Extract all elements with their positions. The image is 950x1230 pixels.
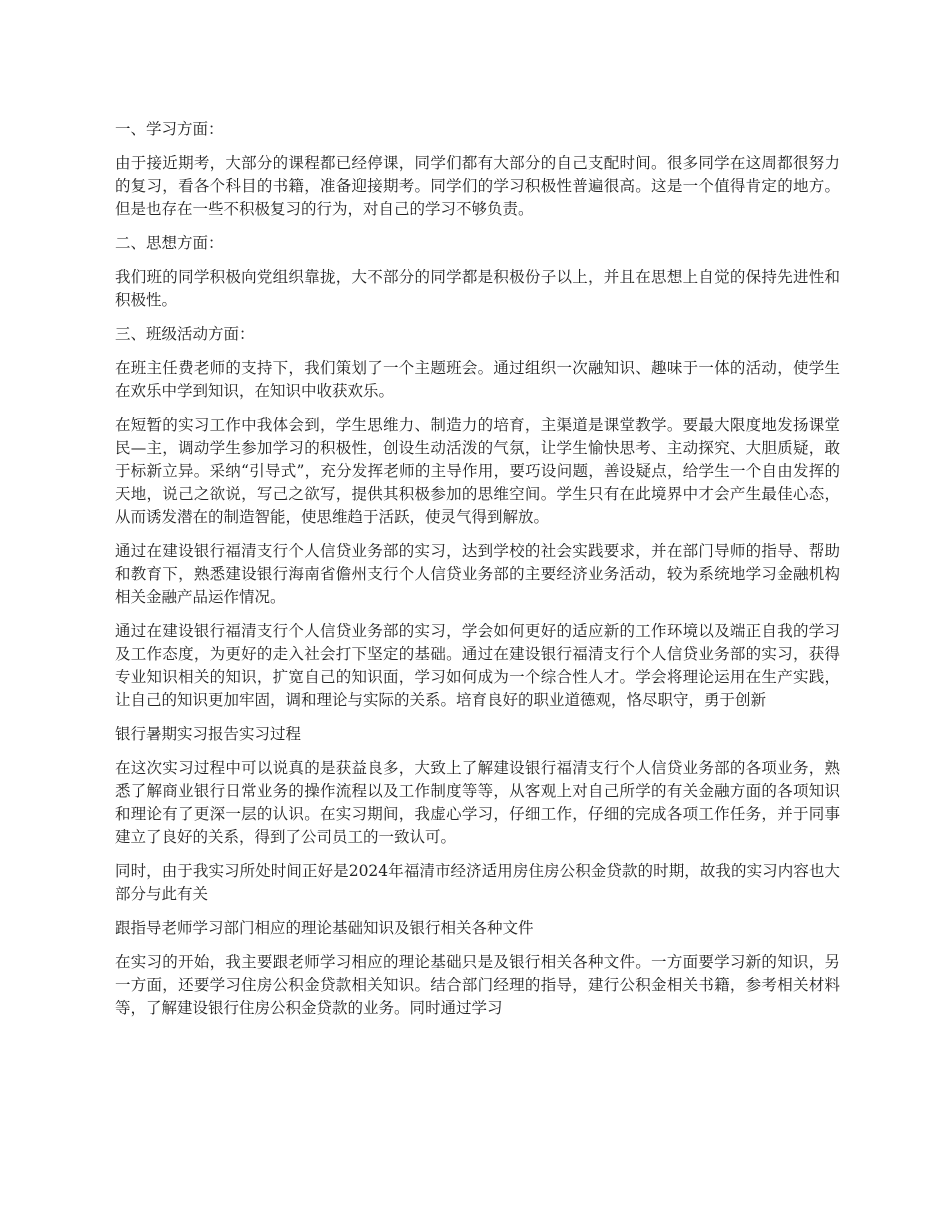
paragraph-thought: 我们班的同学积极向党组织靠拢，大不部分的同学都是积极份子以上，并且在思想上自觉的保持先进性和积极性。 xyxy=(115,268,840,309)
paragraph-internship-goal: 通过在建设银行福清支行个人信贷业务部的实习，达到学校的社会实践要求，并在部门导师的指导、帮助和教育下，熟悉建设银行海南省儋州支行个人信贷业务部的主要经济业务活动，较为系统地学习金融机构相关金融产品运作情况。 xyxy=(115,542,840,606)
heading-internship-process: 银行暑期实习报告实习过程 xyxy=(115,725,302,743)
heading-class-activity: 三、班级活动方面： xyxy=(115,325,255,343)
paragraph-internship-learning: 通过在建设银行福清支行个人信贷业务部的实习，学会如何更好的适应新的工作环境以及端正自我的学习及工作态度，为更好的走入社会打下坚定的基础。通过在建设银行福清支行个人信贷业务部的实习，获得专业知识相关的知识，扩宽自己的知识面，学习如何成为一个综合性人才。学会将理论运用在生产实践，让自己的知识更加牢固，调和理论与实际的关系。培育良好的职业道德观，恪尽职守，勇于创新 xyxy=(115,622,840,709)
heading-thought: 二、思想方面： xyxy=(115,234,224,252)
paragraph-class-activity: 在班主任费老师的支持下，我们策划了一个主题班会。通过组织一次融知识、趣味于一体的活动，使学生在欢乐中学到知识，在知识中收获欢乐。 xyxy=(115,359,840,400)
paragraph-theory-study: 在实习的开始，我主要跟老师学习相应的理论基础只是及银行相关各种文件。一方面要学习新的知识，另一方面，还要学习住房公积金贷款相关知识。结合部门经理的指导，建行公积金相关书籍，参考相关材料等，了解建设银行住房公积金贷款的业务。同时通过学习 xyxy=(115,953,840,1017)
paragraph-study: 由于接近期考，大部分的课程都已经停课，同学们都有大部分的自己支配时间。很多同学在这周都很努力的复习，看各个科目的书籍，准备迎接期考。同学们的学习积极性普遍很高。这是一个值得肯定的地方。但是也存在一些不积极复习的行为，对自己的学习不够负责。 xyxy=(115,154,840,218)
heading-theory-study: 跟指导老师学习部门相应的理论基础知识及银行相关各种文件 xyxy=(115,919,534,937)
document-body xyxy=(115,118,840,1031)
paragraph-internship-period: 同时，由于我实习所处时间正好是2024年福清市经济适用房住房公积金贷款的时期，故我的实习内容也大部分与此有关 xyxy=(115,862,840,903)
paragraph-internship-gains: 在这次实习过程中可以说真的是获益良多，大致上了解建设银行福清支行个人信贷业务部的各项业务，熟悉了解商业银行日常业务的操作流程以及工作制度等等，从客观上对自己所学的有关金融方面的各项知识和理论有了更深一层的认识。在实习期间，我虚心学习，仔细工作，仔细的完成各项工作任务，并于同事建立了良好的关系，得到了公司员工的一致认可。 xyxy=(115,759,840,846)
paragraph-teaching-experience: 在短暂的实习工作中我体会到，学生思维力、制造力的培育，主渠道是课堂教学。要最大限度地发扬课堂民—主，调动学生参加学习的积极性，创设生动活泼的气氛，让学生愉快思考、主动探究、大胆质疑，敢于标新立异。采纳“引导式”，充分发挥老师的主导作用，要巧设问题，善设疑点，给学生一个自由发挥的天地，说己之欲说，写己之欲写，提供其积极参加的思维空间。学生只有在此境界中才会产生最佳心态，从而诱发潜在的制造智能，使思维趋于活跃，使灵气得到解放。 xyxy=(115,416,840,526)
heading-study: 一、学习方面： xyxy=(115,120,224,138)
